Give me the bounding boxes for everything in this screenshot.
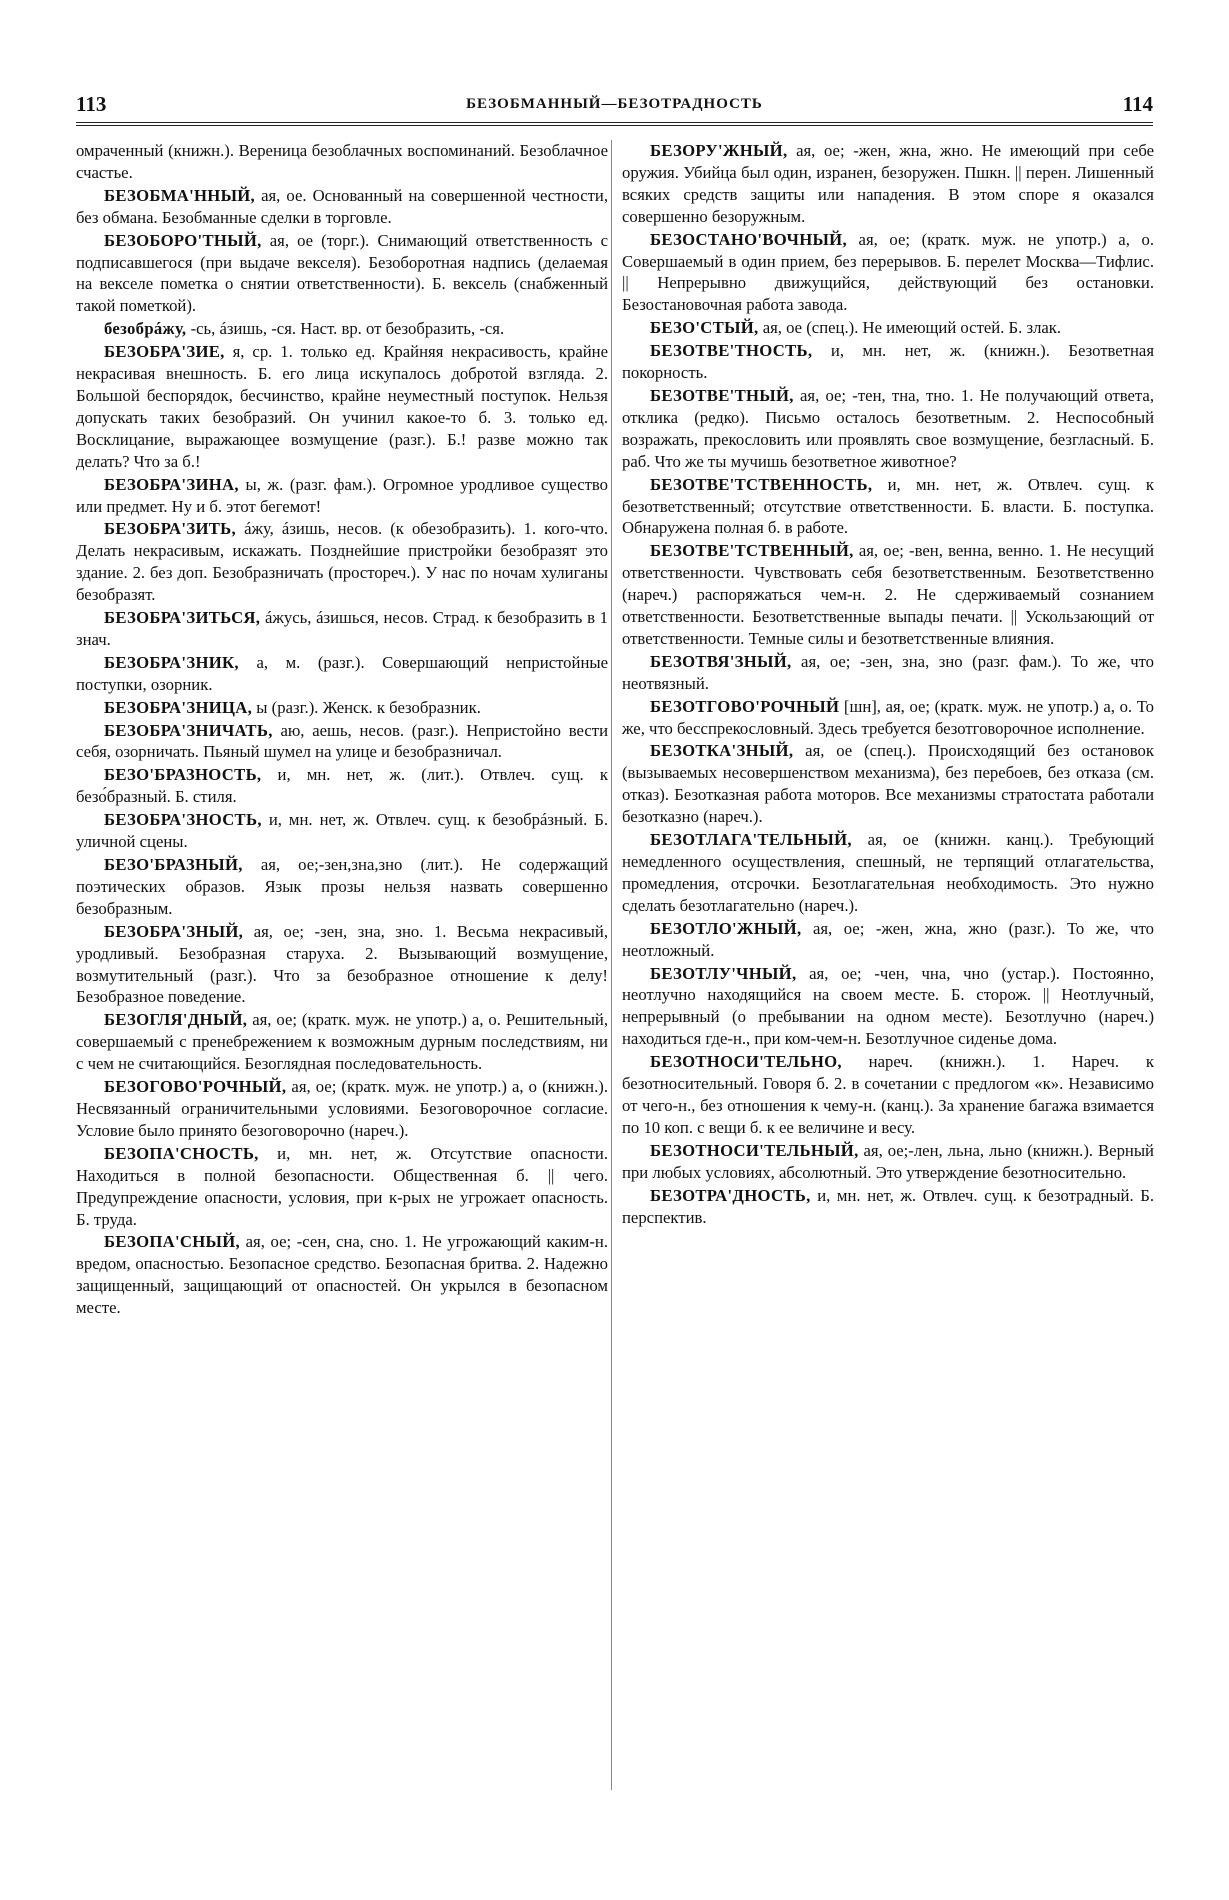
entry-headword: БЕЗОТЛАГА'ТЕЛЬНЫЙ, — [650, 830, 852, 850]
entry-definition: и, мн. нет, ж. Отсутствие опасности. Находиться в полной безопасности. Общественная б. || чего. Предупреждение опасности, условия, при к-рых не угрожает опасность. Б. труда. — [76, 1143, 608, 1229]
entry-definition: áжусь, áзишься, несов. Страд. к безобразить в 1 знач. — [76, 608, 609, 649]
entry-definition: ы, ж. (разг. фам.). Огромное уродливое существо или предмет. Ну и б. этот бегемот! — [76, 474, 609, 516]
dictionary-entry — [76, 720, 608, 764]
entry-headword: БЕЗОТНОСИ'ТЕЛЬНО, — [650, 1052, 842, 1072]
entry-definition: -сь, áзишь, -ся. Наст. вр. от безобразить, -ся. — [190, 319, 505, 339]
entry-headword: БЕЗОПА'СНЫЙ, — [104, 1232, 240, 1252]
dictionary-entry — [622, 140, 1154, 228]
dictionary-entry — [622, 829, 1154, 917]
entry-headword: БЕЗОБРА'ЗИТЬ, — [104, 519, 236, 539]
entry-definition: и, мн. нет, ж. Отвлеч. сущ. к безответственный; отсутствие ответственности. Б. власти. Б. поступка. Обнаружена полная б. в работе. — [622, 474, 1155, 538]
dictionary-entry — [76, 1231, 608, 1319]
dictionary-entry — [622, 696, 1154, 740]
entry-definition: ая, ое (торг.). Снимающий ответственность с подписавшегося (при выдаче векселя). Безоборотная надпись (делаемая на векселе пометка о снятии ответственности). Б. вексель (снабженный такой пометкой). — [76, 230, 609, 316]
dictionary-entry — [76, 809, 608, 853]
dictionary-entry — [76, 921, 608, 1009]
dictionary-entry — [622, 317, 1154, 339]
dictionary-entry — [76, 1076, 608, 1142]
dictionary-entry — [76, 854, 608, 920]
entry-definition: ая, ое (спец.). Не имеющий остей. Б. злак. — [762, 318, 1062, 338]
dictionary-entry — [622, 229, 1154, 317]
entry-definition: ая, ое; -зен, зна, зно (разг. фам.). То же, что неотвязный. — [622, 651, 1155, 693]
entry-headword: БЕЗОБРА'ЗИЕ, — [104, 342, 225, 362]
dictionary-entry — [76, 607, 608, 651]
entry-definition: ая, ое;-лен, льна, льно (книжн.). Верный при любых условиях, абсолютный. Это утверждение безотносительно. — [622, 1140, 1154, 1182]
entry-headword: БЕЗОГЛЯ'ДНЫЙ, — [104, 1010, 248, 1030]
left-page-number: 113 — [76, 91, 107, 116]
page-header — [76, 86, 1153, 126]
dictionary-entry — [76, 474, 608, 518]
dictionary-entry — [76, 1009, 608, 1075]
dictionary-entry — [622, 963, 1154, 1051]
entry-headword: БЕЗОТВЕ'ТНОСТЬ, — [650, 341, 813, 361]
entry-definition: ая, ое. Основанный на совершенной честности, без обмана. Безобманные сделки в торговле. — [76, 185, 608, 227]
entry-headword: БЕЗОТВЯ'ЗНЫЙ, — [650, 651, 792, 671]
left-column — [76, 140, 608, 1320]
entry-headword: БЕЗОБРА'ЗНИК, — [104, 652, 239, 672]
entry-headword: БЕЗОПА'СНОСТЬ, — [104, 1143, 259, 1163]
entry-headword: БЕЗОТЛУ'ЧНЫЙ, — [650, 963, 797, 983]
entry-headword: безобрáжу, — [104, 319, 187, 339]
entry-definition: ая, ое; (кратк. муж. не употр.) а, о. Совершаемый в один прием, без перерывов. Б. перелет Москва—Тифлис. || Непрерывно движущийся, действующий без остановки. Безостановочная работа завода. — [622, 229, 1155, 315]
dictionary-entry — [76, 1143, 608, 1231]
dictionary-entry — [622, 1051, 1154, 1139]
entry-definition: ы (разг.). Женск. к безобразник. — [256, 697, 481, 717]
entry-definition: а, м. (разг.). Совершающий непристойные поступки, озорник. — [76, 652, 609, 694]
entry-headword: БЕЗОБРА'ЗИНА, — [104, 474, 239, 494]
dictionary-entry — [622, 340, 1154, 384]
entry-headword: БЕЗОТВЕ'ТНЫЙ, — [650, 385, 794, 405]
dictionary-entry — [76, 764, 608, 808]
right-page-number: 114 — [1122, 91, 1153, 116]
entry-headword: БЕЗОГОВО'РОЧНЫЙ, — [104, 1077, 287, 1097]
entry-definition: ая, ое; -чен, чна, чно (устар.). Постоянно, неотлучно находящийся на своем месте. Б. сторож. || Неотлучный, непрерывный (о пребывании на одном месте). Безотлучно (нареч.) находиться где-н., при ком-чем-н. Безотлучное сиденье дома. — [622, 963, 1155, 1049]
entry-definition: и, мн. нет, ж. (лит.). Отвлеч. сущ. к безо́бразный. Б. стиля. — [76, 765, 609, 807]
entry-definition: ая, ое; -вен, венна, венно. 1. Не несущий ответственности. Чувствовать себя безответственным. Безответственно (нареч.) распоряжаться чем-н. 2. Не сдерживаемый сознанием ответственности. Безответственные выпады печати. || Ускользающий от ответственности. Темные силы и безответственные влияния. — [622, 541, 1154, 648]
entry-headword: БЕЗОБРА'ЗНОСТЬ, — [104, 810, 262, 830]
right-column — [622, 140, 1154, 1229]
dictionary-entry — [622, 1185, 1154, 1229]
dictionary-entry — [622, 740, 1154, 828]
entry-definition: [шн], ая, ое; (кратк. муж. не употр.) а, о. То же, что бесспрекословный. Здесь требуется безотговорочное исполнение. — [622, 696, 1155, 738]
entry-definition: ая, ое; -сен, сна, сно. 1. Не угрожающий каким-н. вредом, опасностью. Безопасное средство. Безопасная бритва. 2. Надежно защищенный, защищающий от опасностей. Он укрылся в безопасном месте. — [76, 1232, 609, 1318]
dictionary-entry — [76, 652, 608, 696]
entry-definition: ая, ое; -зен, зна, зно. 1. Весьма некрасивый, уродливый. Безобразная старуха. 2. Вызывающий возмущение, возмутительный (разг.). Что за безобразное отношение к делу! Безобразное поведение. — [76, 921, 608, 1007]
entry-headword: БЕЗОТРА'ДНОСТЬ, — [650, 1185, 811, 1205]
entry-headword: БЕЗОТНОСИ'ТЕЛЬНЫЙ, — [650, 1140, 859, 1160]
dictionary-entry — [76, 185, 608, 229]
entry-definition: нареч. (книжн.). 1. Нареч. к безотносительный. Говоря б. 2. в сочетании с предлогом «к». Независимо от чего-н., без отношения к чему-н. (канц.). За хранение багажа взимается по 10 коп. с вещи б. к ее величине и весу. — [622, 1052, 1154, 1137]
dictionary-entry — [76, 230, 608, 318]
entry-headword: БЕЗОТВЕ'ТСТВЕННЫЙ, — [650, 541, 854, 561]
dictionary-entry — [76, 341, 608, 472]
entry-definition: я, ср. 1. только ед. Крайняя некрасивость, крайне некрасивая внешность. Б. его лица искупалось добротой взгляда. 2. Большой беспорядок, бесчинство, крайне неуместный поступок. Нельзя допускать таких безобразий. Он учинил какое-то б. 3. только ед. Восклицание, выражающее возмущение (разг.). Б.! разве можно так делать? Что за б.! — [76, 342, 608, 471]
entry-definition: ая, ое; (кратк. муж. не употр.) а, о. Решительный, совершаемый с пренебрежением к возможным дурным последствиям, ни с чем не считающийся. Безоглядная последовательность. — [76, 1010, 609, 1074]
dictionary-entry — [76, 140, 608, 184]
dictionary-entry — [622, 1140, 1154, 1184]
entry-headword: БЕЗОБРА'ЗНИЧАТЬ, — [104, 720, 273, 740]
running-title: БЕЗОБМАННЫЙ—БЕЗОТРАДНОСТЬ — [466, 95, 763, 112]
entry-definition: ая, ое;-зен,зна,зно (лит.). Не содержащий поэтических образов. Язык прозы нельзя назвать совершенно безобразным. — [76, 855, 609, 918]
dictionary-entry — [622, 474, 1154, 540]
entry-headword: БЕЗОТКА'ЗНЫЙ, — [650, 741, 794, 761]
entry-definition: аю, аешь, несов. (разг.). Непристойно вести себя, озорничать. Пьяный шумел на улице и безобразничал. — [76, 720, 608, 762]
dictionary-entry — [76, 697, 608, 719]
entry-headword: БЕЗО'БРАЗНОСТЬ, — [104, 765, 262, 785]
entry-definition: ая, ое; -жен, жна, жно (разг.). То же, что неотложный. — [622, 918, 1154, 960]
entry-headword: БЕЗОТВЕ'ТСТВЕННОСТЬ, — [650, 474, 873, 494]
column-divider — [611, 140, 612, 1790]
dictionary-entry — [622, 651, 1154, 695]
entry-definition: ая, ое; (кратк. муж. не употр.) а, о (книжн.). Несвязанный ограничительными условиями. Безоговорочное согласие. Условие было принято безоговорочно (нареч.). — [76, 1077, 608, 1140]
entry-definition: и, мн. нет, ж. (книжн.). Безответная покорность. — [622, 341, 1155, 383]
entry-headword: БЕЗОБМА'ННЫЙ, — [104, 185, 256, 205]
entry-definition: ая, ое (книжн. канц.). Требующий немедленного осуществления, спешный, не терпящий отлагательства, промедления, отсрочки. Безотлагательная необходимость. Это нужно сделать безотлагательно (нареч.). — [622, 830, 1154, 915]
entry-headword: БЕЗОСТАНО'ВОЧНЫЙ, — [650, 229, 847, 249]
dictionary-entry — [622, 540, 1154, 650]
dictionary-entry — [622, 918, 1154, 962]
entry-headword: БЕЗОТГОВО'РОЧНЫЙ — [650, 696, 840, 716]
entry-headword: БЕЗОБРА'ЗИТЬСЯ, — [104, 608, 261, 628]
entry-definition: ая, ое; -тен, тна, тно. 1. Не получающий ответа, отклика (редко). Письмо осталось безответным. 2. Неспособный возражать, прекословить или проявлять свое возмущение, безгласный. Б. раб. Что же ты мучишь безответное животное? — [622, 385, 1154, 471]
entry-definition: ая, ое; -жен, жна, жно. Не имеющий при себе оружия. Убийца был один, изранен, безоружен. Пшкн. || перен. Лишенный всяких средств защиты или нападения. В этом споре я оказался совершенно безоружным. — [622, 141, 1154, 226]
entry-definition: омраченный (книжн.). Вереница безоблачных воспоминаний. Безоблачное счастье. — [76, 141, 608, 182]
dictionary-entry — [76, 318, 608, 340]
entry-headword: БЕЗОРУ'ЖНЫЙ, — [650, 141, 788, 160]
entry-headword: БЕЗО'БРАЗНЫЙ, — [104, 855, 243, 874]
entry-headword: БЕЗОТЛО'ЖНЫЙ, — [650, 918, 802, 938]
entry-definition: и, мн. нет, ж. Отвлеч. сущ. к безотрадный. Б. перспектив. — [622, 1185, 1155, 1227]
entry-headword: БЕЗОБРА'ЗНИЦА, — [104, 697, 253, 717]
entry-definition: ая, ое (спец.). Происходящий без остановок (вызываемых несовершенством механизма), без перебоев, без отказа (см. отказ). Безотказная работа моторов. Все механизмы стратостата работали безотказно (нареч.). — [622, 741, 1154, 827]
dictionary-entry — [76, 518, 608, 606]
entry-headword: БЕЗО'СТЫЙ, — [650, 318, 759, 338]
dictionary-entry — [622, 385, 1154, 473]
entry-definition: и, мн. нет, ж. Отвлеч. сущ. к безобрáзный. Б. уличной сцены. — [76, 810, 609, 852]
entry-headword: БЕЗОБОРО'ТНЫЙ, — [104, 230, 262, 250]
entry-definition: áжу, áзишь, несов. (к обезобразить). 1. кого-что. Делать некрасивым, искажать. Позднейшие пристройки безобразят это здание. 2. без доп. Безобразничать (простореч.). У нас по ночам хулиганы безобразят. — [76, 519, 609, 605]
entry-headword: БЕЗОБРА'ЗНЫЙ, — [104, 921, 244, 941]
